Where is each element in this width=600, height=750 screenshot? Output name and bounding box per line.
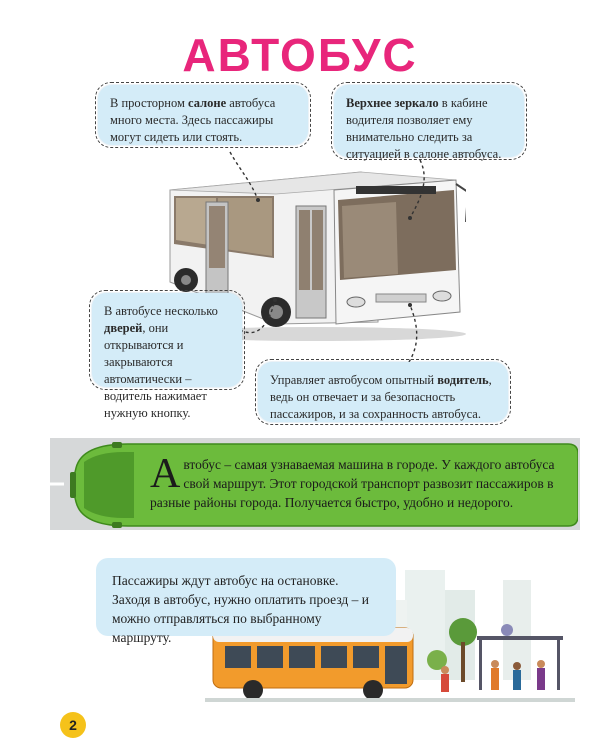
page-number-badge: 2 — [60, 712, 86, 738]
bus-stop-text: Пассажиры ждут автобус на остановке. Заходя в автобус, нужно оплатить проезд – и можно отправляться по выбранному маршруту. — [112, 573, 370, 645]
callout-mirror — [334, 85, 524, 161]
green-panel-text — [150, 451, 560, 512]
page-title: АВТОБУС — [182, 29, 418, 81]
callout-doors-before: В автобусе несколько — [104, 304, 218, 318]
bus-stop-text-box — [96, 558, 396, 645]
callout-doors-bold: дверей — [104, 321, 143, 335]
callout-driver-before: Управляет автобусом опытный — [270, 373, 438, 387]
green-panel-body: втобус – самая узнаваемая машина в городе. У каждого автобуса свой маршрут. Этот городской транспорт развозит пассажиров в разные районы города. Получается быстро, удобно и недорого. — [150, 457, 555, 510]
callout-mirror-after: в кабине водителя позволяет ему внимательно следить за ситуацией в салоне автобуса. — [346, 96, 502, 161]
callout-mirror-bold: Верхнее зеркало — [346, 96, 439, 110]
dropcap-letter: А — [150, 451, 181, 497]
callout-salon-before: В просторном — [110, 96, 189, 110]
callout-doors — [92, 293, 242, 420]
callout-doors-after: , они открываются и закрываются автоматически – водитель нажимает нужную кнопку. — [104, 321, 207, 420]
callout-driver-bold: водитель — [437, 373, 489, 387]
callout-salon — [98, 85, 308, 145]
callout-driver — [258, 362, 508, 422]
callout-salon-after: автобуса много места. Здесь пассажиры могут сидеть или стоять. — [110, 96, 276, 144]
callout-salon-bold: салоне — [188, 96, 227, 110]
callout-driver-after: , ведь он отвечает и за безопасность пассажиров, и за сохранность автобуса. — [270, 373, 492, 421]
